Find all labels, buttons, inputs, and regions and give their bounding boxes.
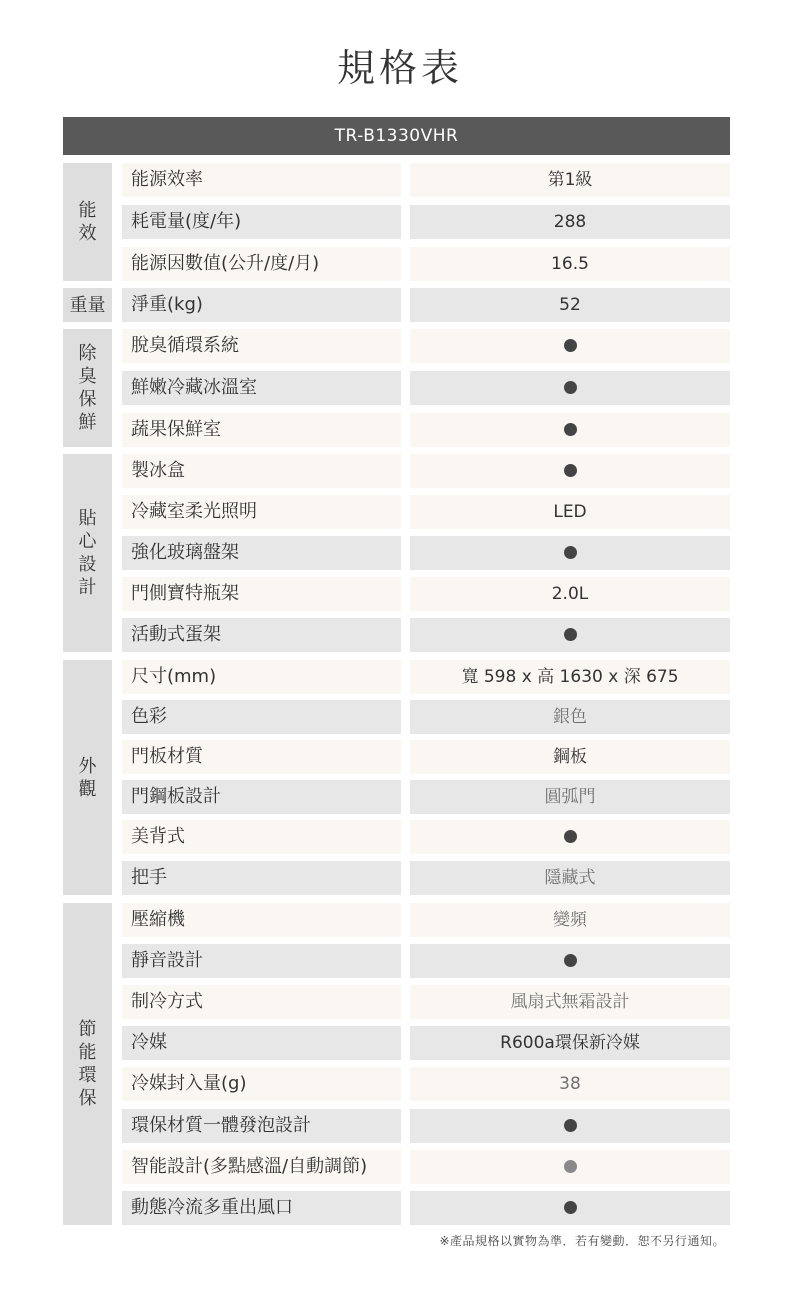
page-title: 規格表 — [336, 46, 463, 90]
spec-label: 蔬果保鮮室 — [122, 413, 401, 447]
spec-value: 288 — [410, 205, 730, 239]
spec-label: 能源因數值(公升/度/月) — [122, 247, 401, 281]
spec-value: 變頻 — [410, 903, 730, 937]
included-dot-icon — [564, 954, 577, 967]
spec-label: 制冷方式 — [122, 985, 401, 1019]
spec-value — [410, 413, 730, 447]
spec-label: 製冰盒 — [122, 454, 401, 488]
spec-row — [122, 1067, 730, 1101]
spec-value: 2.0L — [410, 577, 730, 611]
spec-row — [122, 454, 730, 488]
spec-row — [122, 577, 730, 611]
spec-row — [122, 618, 730, 652]
spec-label: 把手 — [122, 861, 401, 895]
spec-label: 門側寶特瓶架 — [122, 577, 401, 611]
spec-label: 冷媒 — [122, 1026, 401, 1060]
spec-label: 靜音設計 — [122, 944, 401, 978]
disclaimer-footnote: ※產品規格以實物為準．若有變動．恕不另行通知。 — [439, 1234, 725, 1248]
spec-value: 38 — [410, 1067, 730, 1101]
spec-label: 色彩 — [122, 700, 401, 734]
group-label-deodorize-freshness: 除臭保鮮 — [63, 329, 112, 447]
spec-row — [122, 205, 730, 239]
spec-value: 第1級 — [410, 163, 730, 197]
spec-row — [122, 247, 730, 281]
spec-label: 動態冷流多重出風口 — [122, 1191, 401, 1225]
spec-value: 隱藏式 — [410, 861, 730, 895]
spec-label: 美背式 — [122, 820, 401, 854]
spec-label: 強化玻璃盤架 — [122, 536, 401, 570]
spec-value — [410, 1191, 730, 1225]
spec-value — [410, 618, 730, 652]
spec-value — [410, 454, 730, 488]
spec-label: 智能設計(多點感溫/自動調節) — [122, 1150, 401, 1184]
spec-value: 銀色 — [410, 700, 730, 734]
spec-label: 耗電量(度/年) — [122, 205, 401, 239]
model-header: TR-B1330VHR — [63, 117, 730, 155]
spec-label: 冷媒封入量(g) — [122, 1067, 401, 1101]
spec-value: 52 — [410, 288, 730, 322]
spec-value — [410, 371, 730, 405]
included-dot-icon — [564, 423, 577, 436]
spec-value — [410, 820, 730, 854]
spec-label: 門鋼板設計 — [122, 780, 401, 814]
spec-row — [122, 700, 730, 734]
spec-label: 壓縮機 — [122, 903, 401, 937]
spec-row — [122, 903, 730, 937]
spec-row — [122, 944, 730, 978]
spec-row — [122, 780, 730, 814]
group-label-energy-saving-eco: 節能環保 — [63, 903, 112, 1225]
spec-value: 16.5 — [410, 247, 730, 281]
spec-label: 活動式蛋架 — [122, 618, 401, 652]
spec-value — [410, 1150, 730, 1184]
included-dot-icon — [564, 381, 577, 394]
spec-row — [122, 1109, 730, 1143]
included-dot-icon — [564, 1201, 577, 1214]
spec-row — [122, 861, 730, 895]
spec-row — [122, 495, 730, 529]
spec-label: 環保材質一體發泡設計 — [122, 1109, 401, 1143]
spec-row — [122, 536, 730, 570]
spec-row — [122, 1026, 730, 1060]
spec-value: 寬 598 x 高 1630 x 深 675 — [410, 660, 730, 694]
spec-label: 冷藏室柔光照明 — [122, 495, 401, 529]
included-dot-icon — [564, 546, 577, 559]
spec-label: 鮮嫩冷藏冰溫室 — [122, 371, 401, 405]
spec-value — [410, 329, 730, 363]
spec-row — [122, 371, 730, 405]
spec-row — [122, 329, 730, 363]
group-label-energy-efficiency: 能效 — [63, 163, 112, 281]
spec-label: 門板材質 — [122, 740, 401, 774]
group-label-weight: 重量 — [63, 288, 112, 322]
included-dot-icon — [564, 830, 577, 843]
group-label-appearance: 外觀 — [63, 660, 112, 895]
spec-label: 脫臭循環系統 — [122, 329, 401, 363]
spec-row — [122, 660, 730, 694]
spec-value: 鋼板 — [410, 740, 730, 774]
included-dot-icon — [564, 339, 577, 352]
spec-row — [122, 1191, 730, 1225]
spec-value — [410, 536, 730, 570]
spec-row — [122, 985, 730, 1019]
group-label-thoughtful-design: 貼心設計 — [63, 454, 112, 652]
spec-row — [122, 820, 730, 854]
spec-label: 淨重(kg) — [122, 288, 401, 322]
spec-row — [122, 413, 730, 447]
included-dot-icon — [564, 1119, 577, 1132]
spec-row — [122, 740, 730, 774]
spec-label: 尺寸(mm) — [122, 660, 401, 694]
spec-row — [122, 288, 730, 322]
spec-value: LED — [410, 495, 730, 529]
included-dot-icon — [564, 464, 577, 477]
spec-value — [410, 1109, 730, 1143]
spec-value: 圓弧門 — [410, 780, 730, 814]
spec-value: 風扇式無霜設計 — [410, 985, 730, 1019]
spec-row — [122, 1150, 730, 1184]
spec-value — [410, 944, 730, 978]
included-dot-icon — [564, 1160, 577, 1173]
spec-row — [122, 163, 730, 197]
included-dot-icon — [564, 628, 577, 641]
spec-label: 能源效率 — [122, 163, 401, 197]
spec-value: R600a環保新冷媒 — [410, 1026, 730, 1060]
